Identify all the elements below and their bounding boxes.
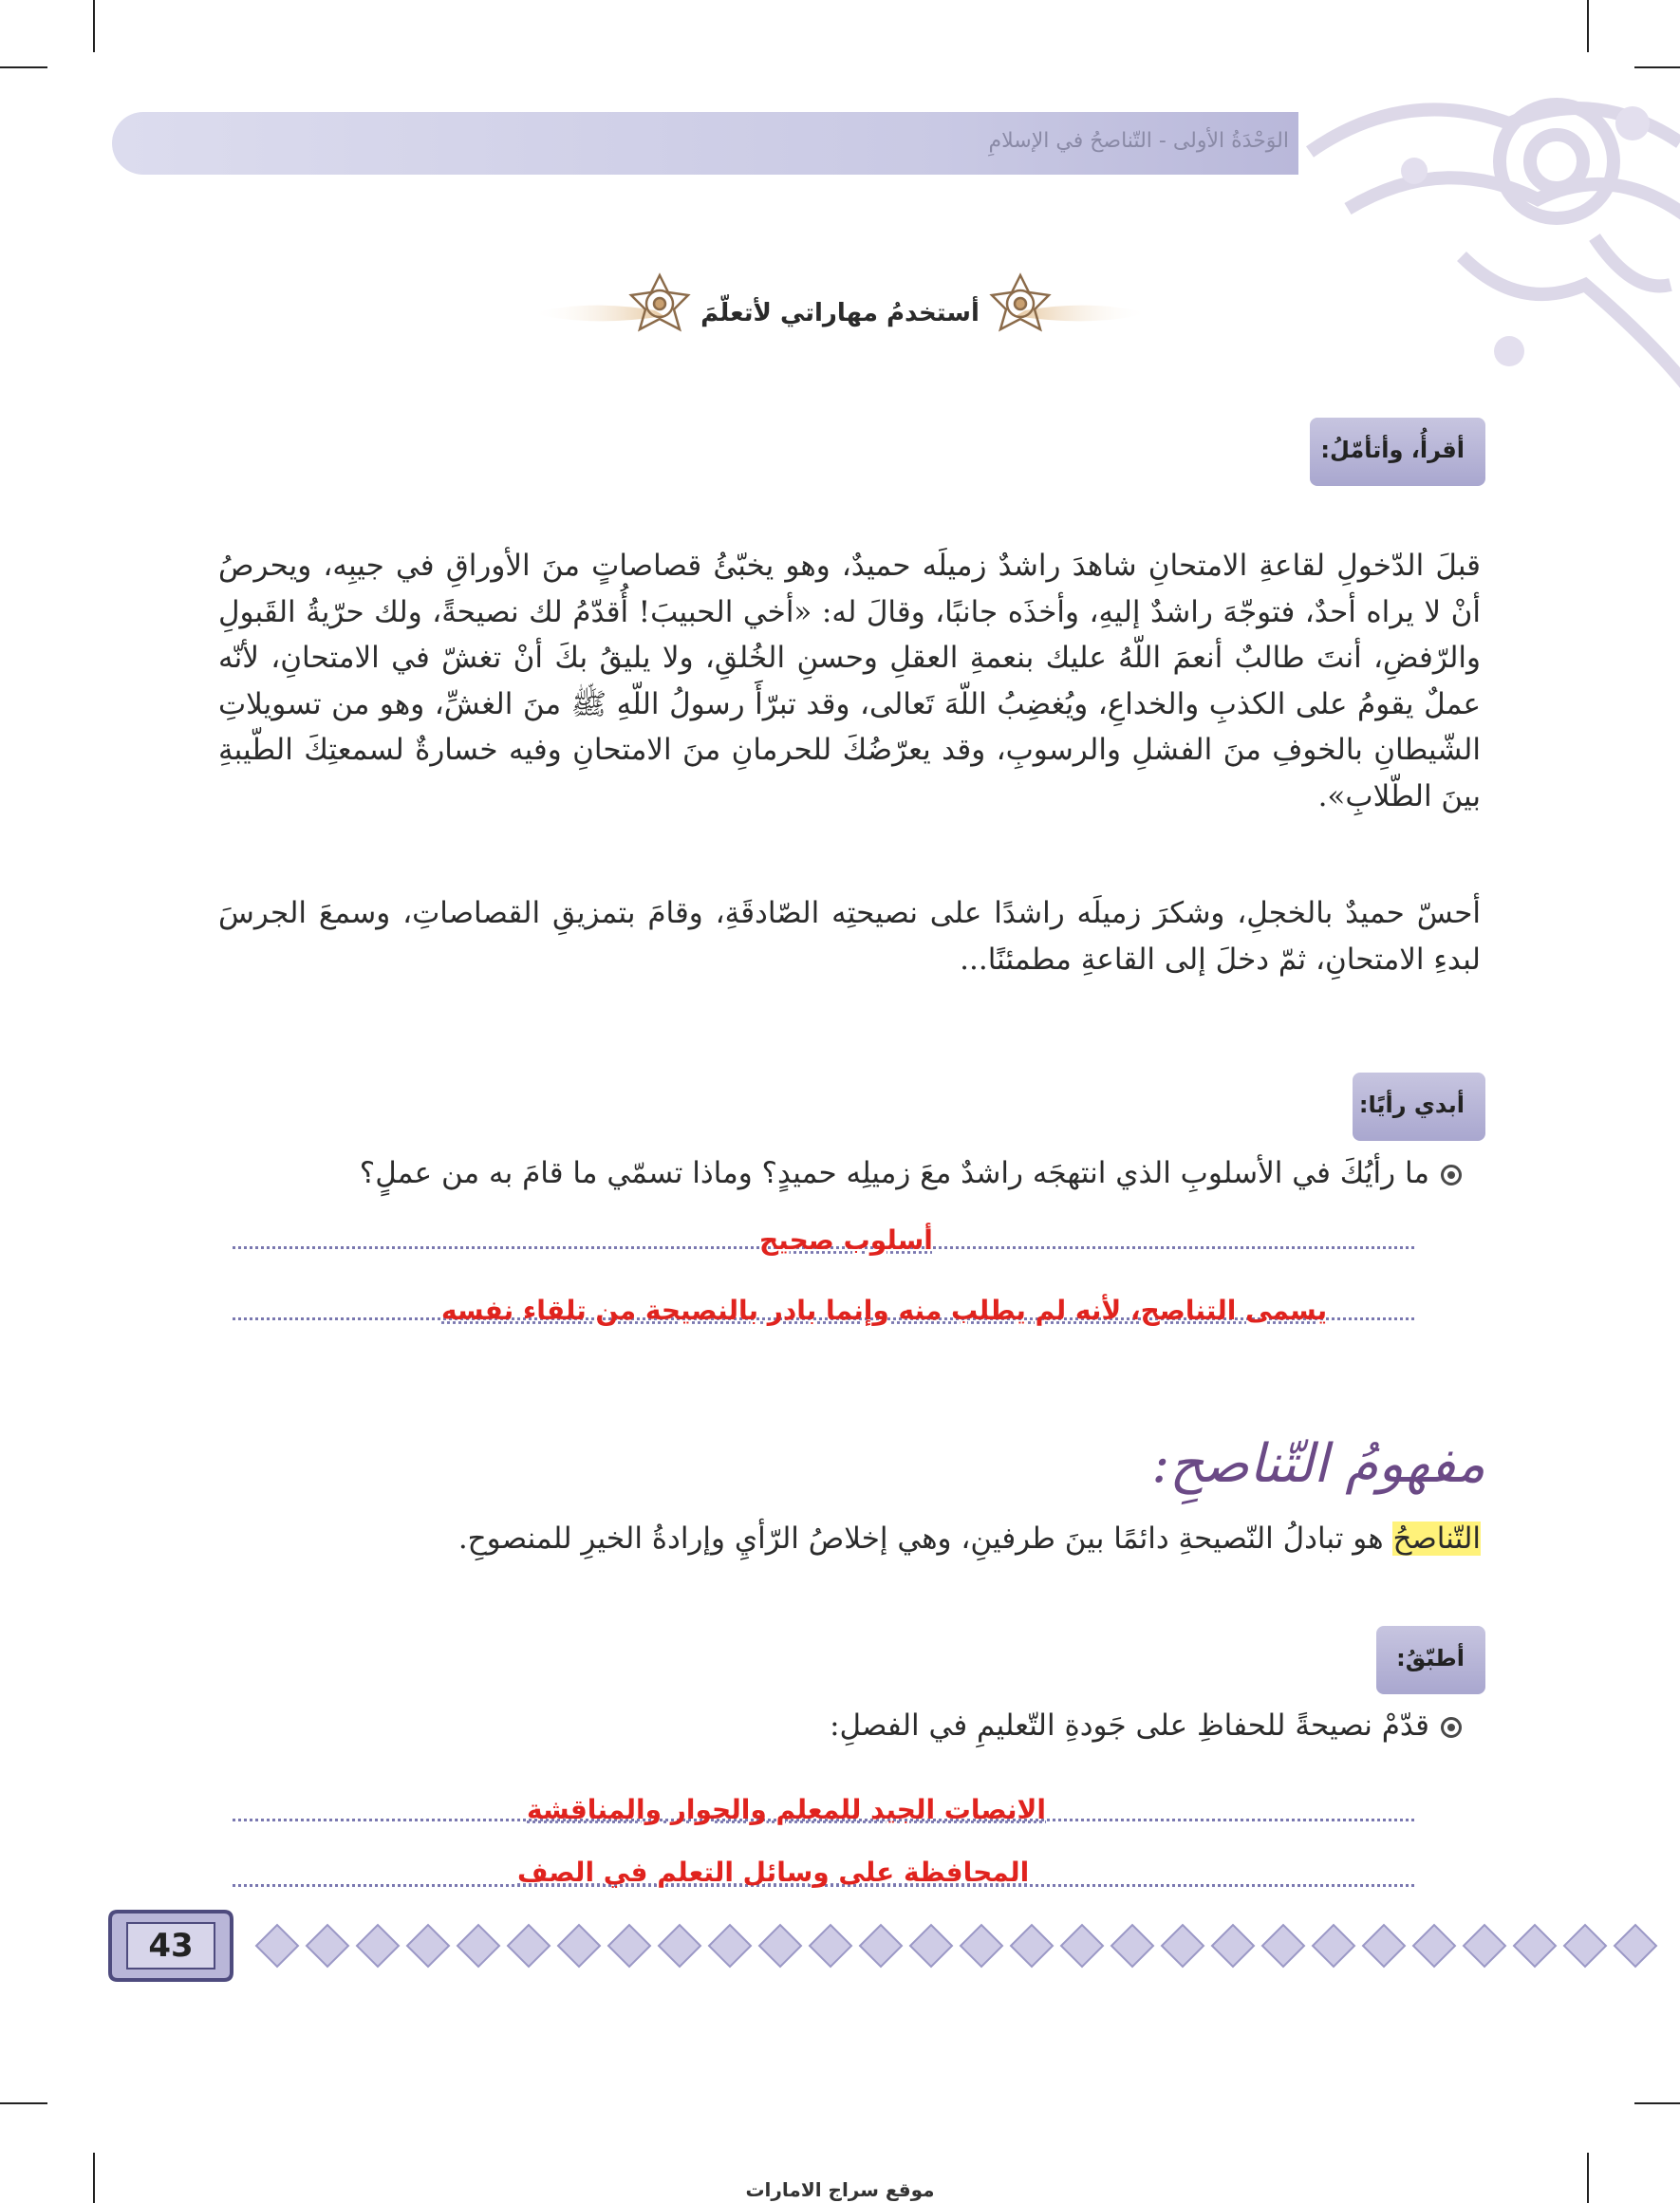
- radio-bullet-icon: [1441, 1717, 1462, 1738]
- decorative-corner-ornament: [1272, 66, 1680, 408]
- opinion-question: ما رأيُكَ في الأسلوبِ الذي انتهجَه راشدٌ معَ زميلِه حميدٍ؟ وماذا تسمّي ما قامَ به من عملٍ؟: [360, 1156, 1462, 1190]
- header-ribbon: [112, 112, 1298, 175]
- read-section-label: أقرأُ، وأتأمّلُ:: [1310, 418, 1485, 486]
- apply-answer-2: المحافظة على وسائل التعلم في الصف: [517, 1857, 1030, 1888]
- apply-section-label: أطبّقُ:: [1376, 1626, 1485, 1694]
- apply-question: قدّمْ نصيحةً للحفاظِ على جَودةِ التّعليمِ في الفصلِ:: [830, 1708, 1462, 1743]
- page-number: 43: [148, 1927, 194, 1965]
- opinion-section-label: أبدي رأيًا:: [1353, 1073, 1485, 1141]
- page-number-badge: [104, 1906, 237, 1986]
- radio-bullet-icon: [1441, 1165, 1462, 1186]
- crop-mark: [0, 66, 47, 68]
- concept-highlight: التّناصحُ: [1392, 1522, 1481, 1556]
- crop-mark: [0, 2102, 47, 2104]
- breadcrumb: الوَحْدَةُ الأولى - التّناصحُ في الإسلامِ: [988, 129, 1289, 153]
- footer-credit: موقع سراج الامارات: [745, 2178, 935, 2201]
- crop-mark: [1587, 0, 1589, 52]
- crop-mark: [1634, 2102, 1680, 2104]
- opinion-answer-2: يسمى التناصح، لأنه لم يطلب منه وإنما بادر بالنصيحة من تلقاء نفسه: [441, 1295, 1328, 1326]
- apply-answer-1: الانصات الجيد للمعلم والحوار والمناقشة: [527, 1794, 1046, 1825]
- lotus-ornament-band: [104, 1913, 1680, 1979]
- concept-definition: التّناصحُ هو تبادلُ النّصيحةِ دائمًا بينَ طرفينِ، وهي إخلاصُ الرّأيِ وإرادةُ الخيرِ للمنصوحِ.: [457, 1522, 1481, 1556]
- read-paragraph-1: قبلَ الدّخولِ لقاعةِ الامتحانِ شاهدَ راشدٌ زميلَه حميدٌ، وهو يخبّئُ قصاصاتٍ منَ الأوراقِ في جيبِه، ويحرصُ أنْ لا يراه أحدٌ، فتوجّهَ راشدٌ إليهِ، وأخذَه جانبًا، وقالَ له: «أخي الحبيبَ! أُقدّمُ لك نصيحةً، ولك حرّيةُ القَبولِ والرّفضِ، أنتَ طالبٌ أنعمَ اللّهُ عليك بنعمةِ العقلِ وحسنِ الخُلقِ، ولا يليقُ بكَ أنْ تغشّ في الامتحانِ، لأنّه عملٌ يقومُ على الكذبِ والخداعِ، ويُغضِبُ اللّهَ تَعالى، وقد تبرّأَ رسولُ اللّهِ ﷺ منَ الغشِّ، وهو من تسويلاتِ الشّيطانِ بالخوفِ منَ الفشلِ والرسوبِ، وقد يعرّضُكَ للحرمانِ منَ الامتحانِ وفيه خسارةٌ لسمعتِكَ الطّيبةِ بينَ الطّلابِ».: [218, 549, 1481, 813]
- concept-title: مفهومُ التّناصحِ:: [1151, 1433, 1485, 1495]
- read-paragraph-2: أحسّ حميدٌ بالخجلِ، وشكرَ زميلَه راشدًا على نصيحتِه الصّادقَةِ، وقامَ بتمزيقِ القصاصاتِ، وسمعَ الجرسَ لبدءِ الامتحانِ، ثمّ دخلَ إلى القاعةِ مطمئنًا...: [218, 896, 1481, 977]
- skills-title-text: أستخدمُ مهاراتي لأتعلّمَ: [700, 299, 980, 327]
- skills-title: [532, 261, 1148, 365]
- opinion-answer-1: أسلوب صحيح: [759, 1224, 933, 1256]
- crop-mark: [93, 0, 95, 52]
